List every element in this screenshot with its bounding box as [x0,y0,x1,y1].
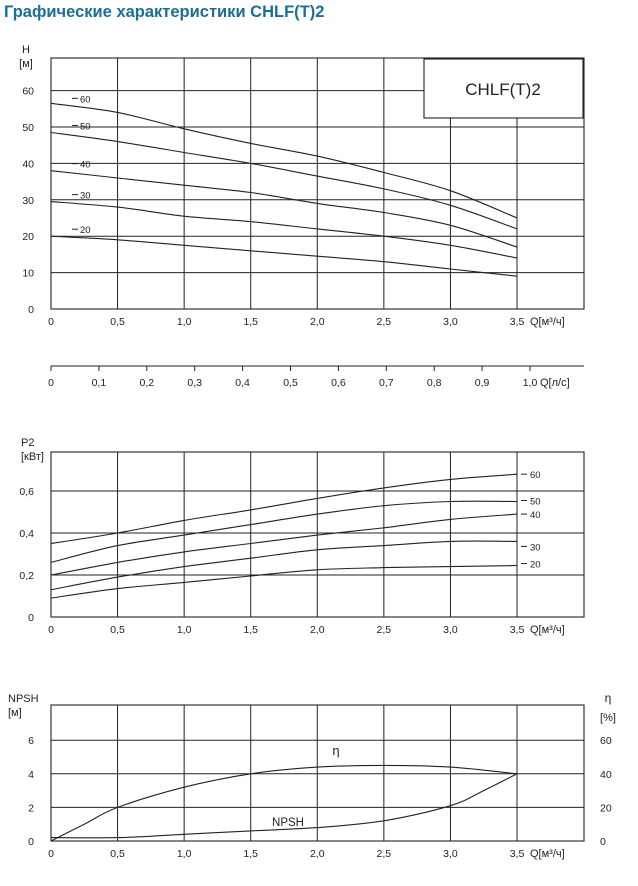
x-tick-label: 0,5 [110,848,125,860]
y-tick-label: 0,2 [19,570,34,582]
y-tick-label: 0 [28,612,34,624]
x-tick-label: 0,5 [110,316,125,328]
x-tick-label: 3,0 [443,848,458,860]
y-tick-label: 4 [28,768,34,781]
x-tick-label: 1,0 [176,316,192,328]
x-axis-label: Q[м³/ч] [530,848,565,860]
y-right-tick-label: 60 [600,735,612,748]
chart-flow_ls [48,366,584,389]
x-tick-label: 2,0 [309,848,325,860]
series-label-20: 20 [530,559,541,571]
x-tick-label: 0,5 [110,624,125,636]
x-tick-label: 3,0 [443,624,458,636]
y-tick-label: 10 [22,267,34,280]
x-tick-label: 1,5 [243,624,259,636]
series-label-npsh: NPSH [272,817,304,829]
x-tick-label: 1,0 [176,624,192,636]
y-axis-label: P2 [21,437,35,449]
x-tick-label: 2,5 [376,624,392,636]
series-label-60: 60 [80,94,91,106]
x-tick-label: 1,0 [176,848,192,860]
y-axis-label: NPSH [8,693,39,705]
series-line-30 [51,541,517,590]
x-tick-label: 0 [48,316,54,328]
series-line-20 [51,566,517,599]
y-tick-label: 0,6 [19,486,34,498]
x-tick-label: 0 [48,848,54,860]
x-tick-label: 1,5 [243,848,259,860]
y-tick-label: 0 [28,304,34,316]
series-label-eta: η [332,743,340,758]
series-line-30 [51,202,517,258]
series-line-20 [51,236,517,276]
y-right-axis-label: η [604,691,612,705]
chart-power [19,437,584,636]
x-tick-label: 0,6 [331,377,346,389]
page-title: Графические характеристики CHLF(T)2 [4,3,325,21]
x-tick-label: 1,0 [522,377,538,389]
chart-head [19,44,584,328]
x-tick-label: 2,0 [309,624,325,636]
series-label-30: 30 [530,542,541,554]
y-right-tick-label: 0 [600,836,606,848]
series-label-50: 50 [80,121,91,133]
y-right-tick-label: 40 [600,768,612,781]
series-label-50: 50 [530,496,541,508]
x-tick-label: 3,0 [443,316,458,328]
x-tick-label: 2,0 [309,316,325,328]
y-tick-label: 30 [22,194,34,207]
series-label-40: 40 [80,159,91,171]
series-label-20: 20 [80,225,91,237]
x-tick-label: 0,5 [283,377,298,389]
x-tick-label: 0,2 [139,377,155,389]
y-tick-label: 2 [28,802,34,815]
x-tick-label: 0,9 [474,377,490,389]
series-line-40 [51,171,517,247]
y-tick-label: 0 [28,836,34,848]
x-tick-label: 0,7 [378,377,394,389]
x-tick-label: 0 [48,377,54,389]
y-tick-label: 20 [22,231,34,244]
x-axis-label: Q[м³/ч] [530,316,565,328]
x-tick-label: 0,1 [91,377,107,389]
y-tick-label: 50 [22,122,34,134]
series-line-50 [51,133,517,229]
y-tick-label: 60 [22,85,34,98]
x-axis-label: Q[м³/ч] [530,624,565,636]
x-tick-label: 3,5 [509,624,525,636]
y-axis-unit: [м] [19,58,33,70]
y-tick-label: 6 [28,735,34,748]
x-tick-label: 2,5 [376,316,392,328]
y-tick-label: 0,4 [19,528,34,540]
x-tick-label: 2,5 [376,848,392,860]
x-tick-label: 3,5 [509,316,525,328]
x-axis-label: Q[л/с] [540,377,570,389]
y-axis-label: H [22,44,30,56]
series-line-60 [51,103,517,218]
series-label-40: 40 [530,510,541,522]
chart-title: CHLF(T)2 [465,80,541,99]
y-right-tick-label: 20 [600,802,612,815]
x-tick-label: 0 [48,624,54,636]
x-tick-label: 0,8 [426,377,442,389]
y-axis-unit: [м] [8,707,22,719]
x-tick-label: 0,4 [235,377,250,389]
x-tick-label: 3,5 [509,848,525,860]
y-tick-label: 40 [22,158,34,171]
series-label-30: 30 [80,190,91,202]
x-tick-label: 1,5 [243,316,259,328]
y-right-axis-unit: [%] [600,712,616,724]
series-label-60: 60 [530,470,541,482]
chart-npsh_eff [8,691,616,860]
x-tick-label: 0,3 [187,377,203,389]
y-axis-unit: [кВт] [21,451,44,463]
